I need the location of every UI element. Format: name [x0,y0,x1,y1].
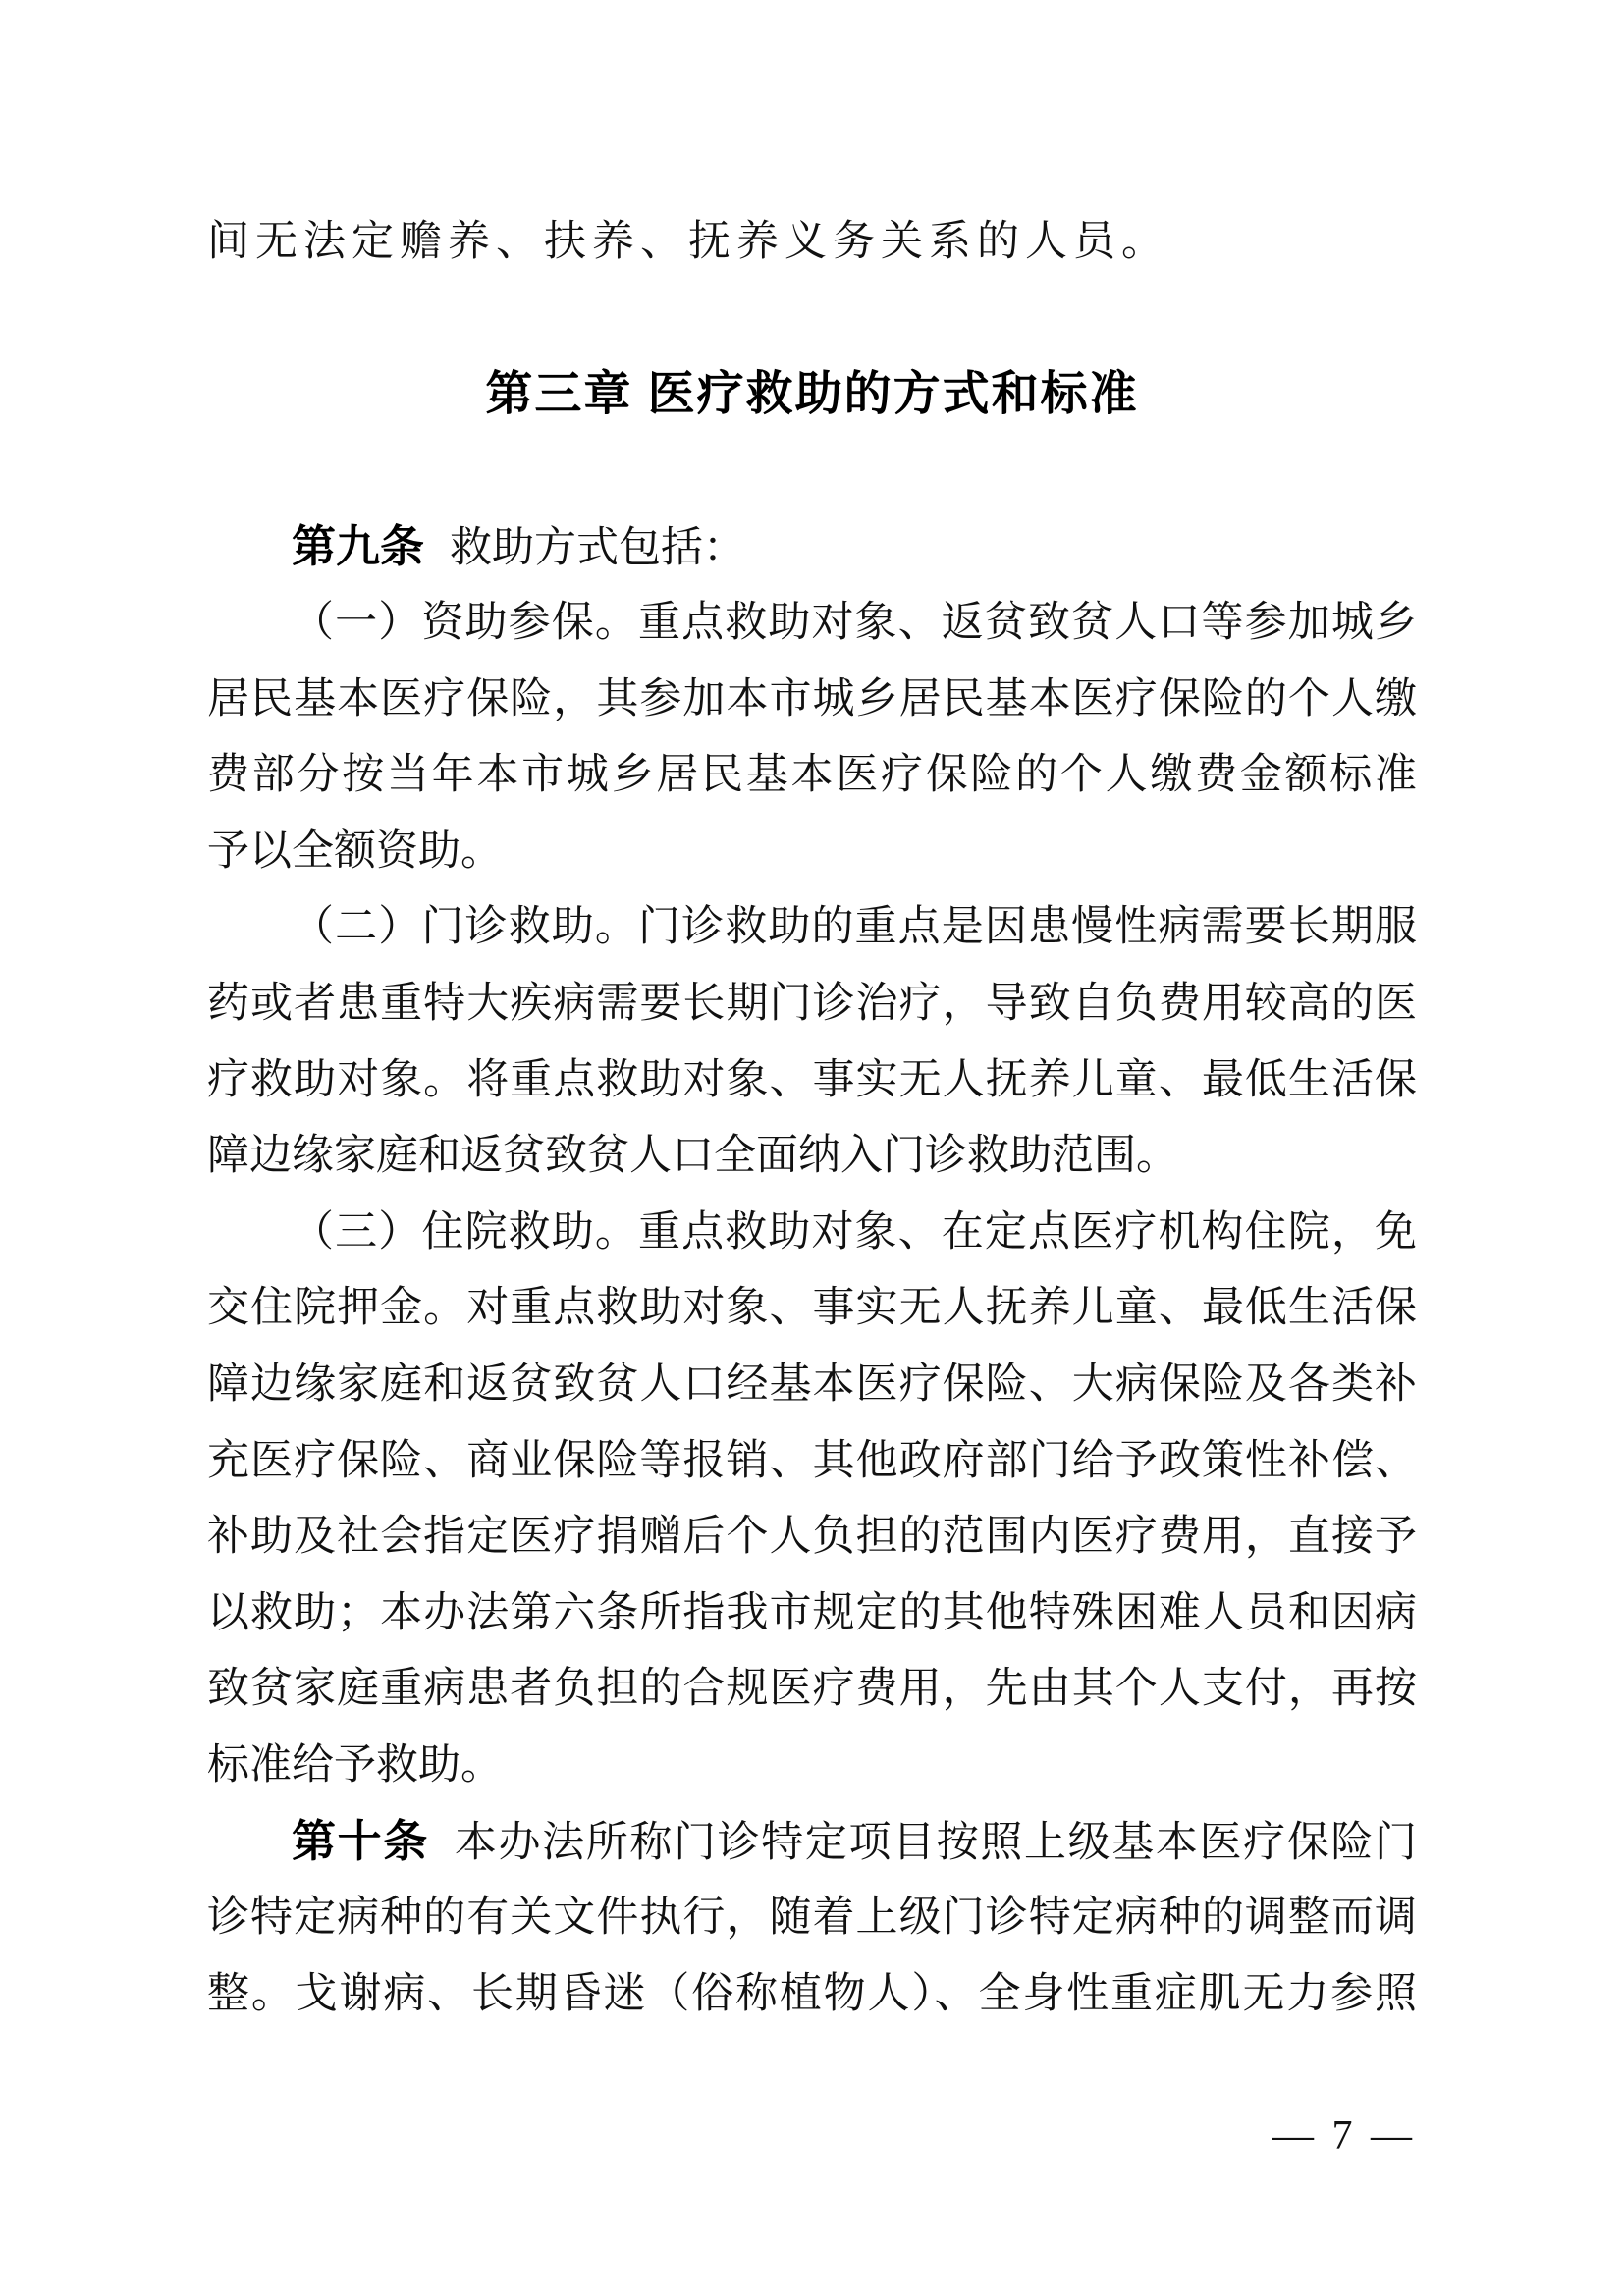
text-line: 标准给予救助。 [207,1741,503,1789]
text-line: 药或者患重特大疾病需要长期门诊治疗，导致自负费用较高的医 [207,980,1417,1027]
text-line: （三）住院救助。重点救助对象、在定点医疗机构住院，免 [292,1208,1417,1255]
text-line: 居民基本医疗保险，其参加本市城乡居民基本医疗保险的个人缴 [207,675,1417,722]
clause-text: 救助方式包括： [450,525,746,572]
clause-number: 第九条 [292,521,425,572]
text-line: 以救助；本办法第六条所指我市规定的其他特殊困难人员和因病 [207,1589,1417,1636]
text-line: 整。戈谢病、长期昏迷（俗称植物人）、全身性重症肌无力参照 [207,1970,1417,2017]
text-line: 费部分按当年本市城乡居民基本医疗保险的个人缴费金额标准 [207,752,1417,799]
footer-page-number: — 7 — [1272,2113,1416,2159]
text-line: 补助及社会指定医疗捐赠后个人负担的范围内医疗费用，直接予 [207,1514,1417,1561]
clause-text: 本办法所称门诊特定项目按照上级基本医疗保险门 [454,1820,1417,1867]
text-line: 予以全额资助。 [207,828,503,875]
text-line: （二）门诊救助。门诊救助的重点是因患慢性病需要长期服 [292,904,1417,951]
text-line: 间无法定赡养、扶养、抚养义务关系的人员。 [207,219,1169,265]
blank-line [207,433,1417,509]
text-line: 充医疗保险、商业保险等报销、其他政府部门给予政策性补偿、 [207,1437,1417,1484]
text-line: 障边缘家庭和返贫致贫人口经基本医疗保险、大病保险及各类补 [207,1361,1417,1408]
chapter-heading: 第三章 医疗救助的方式和标准 [485,368,1139,421]
text-line: 诊特定病种的有关文件执行，随着上级门诊特定病种的调整而调 [207,1895,1417,1942]
blank-line [207,281,1417,357]
text-line: （一）资助参保。重点救助对象、返贫致贫人口等参加城乡 [292,599,1417,646]
text-line [207,1803,1417,1880]
clause-number: 第十条 [292,1816,429,1867]
text-line: 障边缘家庭和返贫致贫人口全面纳入门诊救助范围。 [207,1133,1178,1180]
text-line: 疗救助对象。将重点救助对象、事实无人抚养儿童、最低生活保 [207,1056,1417,1103]
document-lines [207,204,1417,2032]
text-line: 致贫家庭重病患者负担的合规医疗费用，先由其个人支付，再按 [207,1666,1417,1713]
text-line: 交住院押金。对重点救助对象、事实无人抚养儿童、最低生活保 [207,1285,1417,1332]
text-line [207,508,1417,585]
